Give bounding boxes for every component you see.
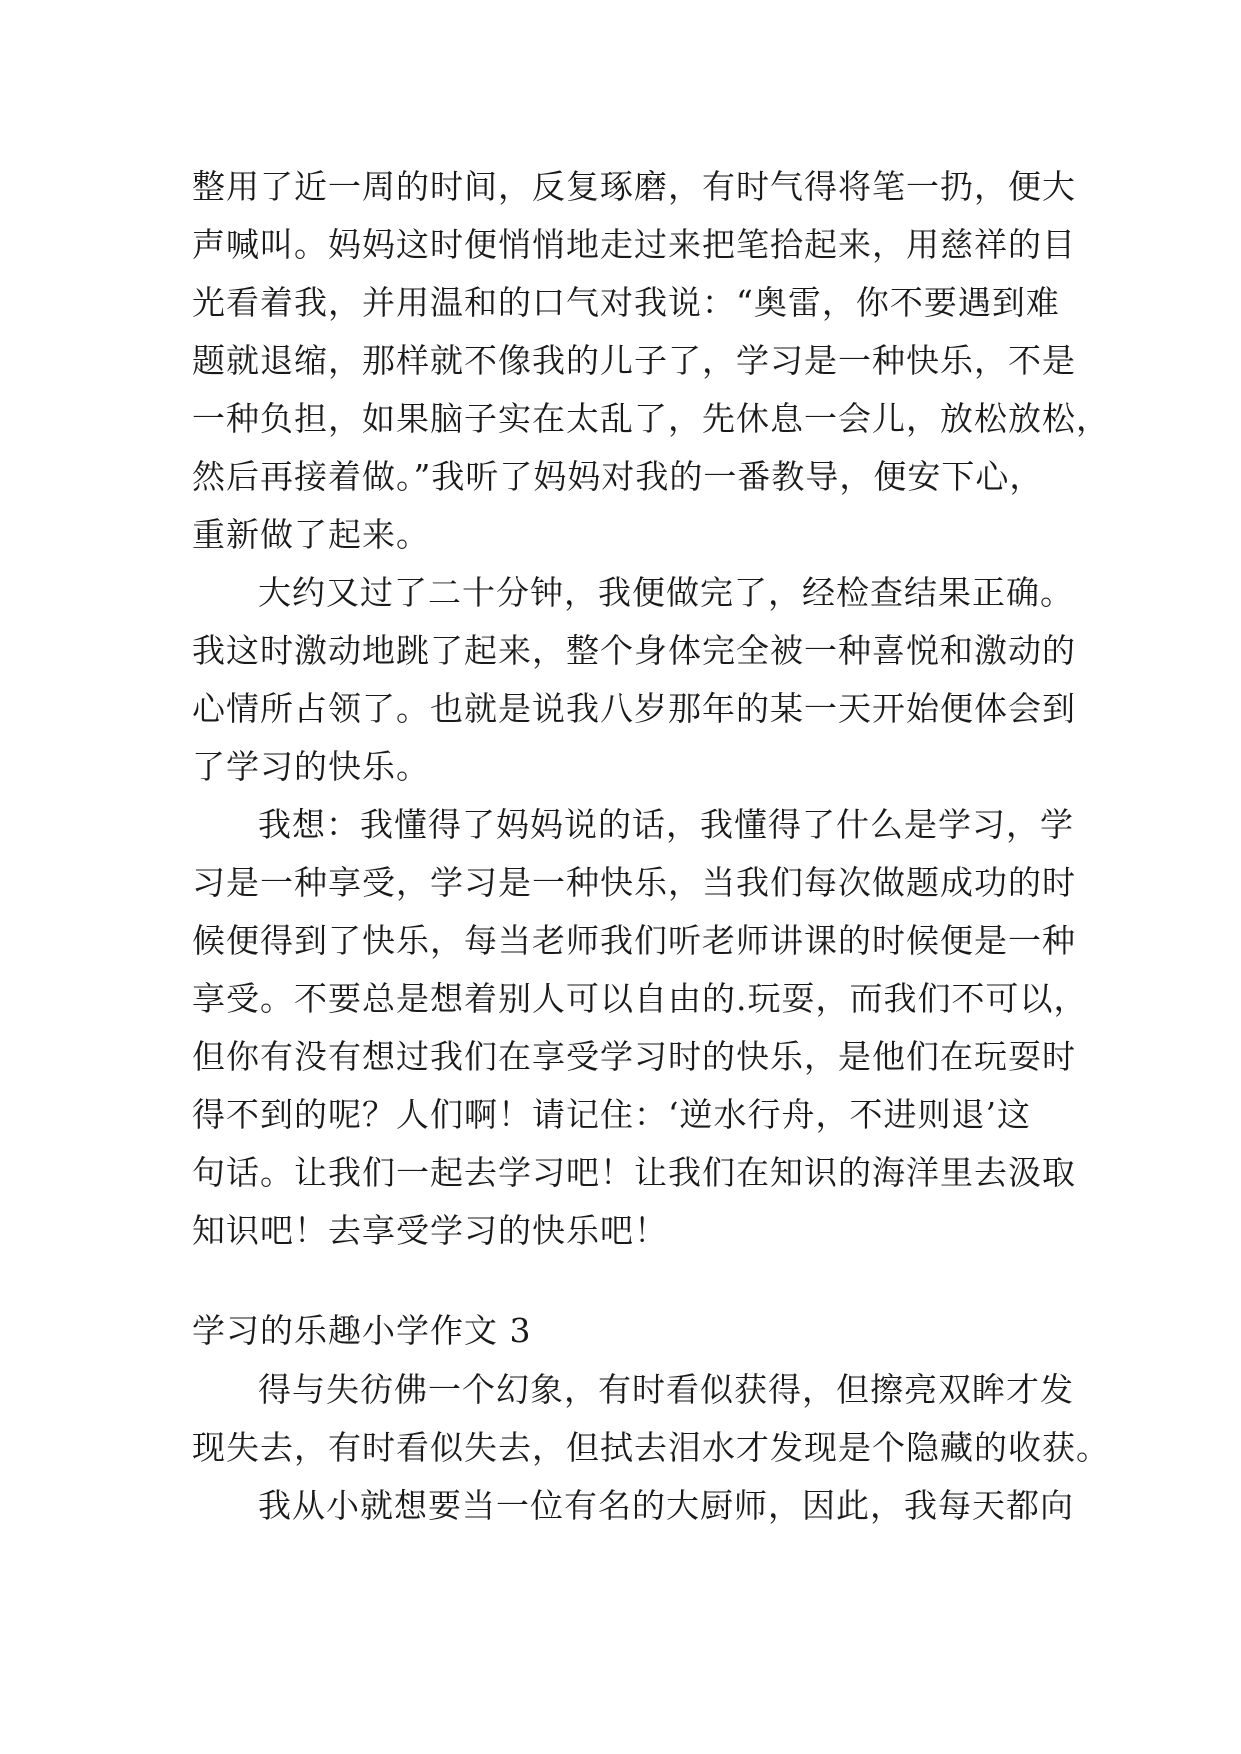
text-line: 享受。不要总是想着别人可以自由的.玩耍，而我们不可以， <box>192 979 1088 1018</box>
text-line: 重新做了起来。 <box>192 515 430 554</box>
text-line: 知识吧！去享受学习的快乐吧！ <box>192 1211 668 1250</box>
text-line: 一种负担，如果脑子实在太乱了，先休息一会儿，放松放松， <box>192 399 1110 438</box>
paragraph-start: 得与失彷佛一个幻象，有时看似获得，但擦亮双眸才发 <box>258 1370 1074 1409</box>
text-line: 了学习的快乐。 <box>192 747 430 786</box>
text-line: 声喊叫。妈妈这时便悄悄地走过来把笔拾起来，用慈祥的目 <box>192 225 1076 264</box>
text-line: 然后再接着做。”我听了妈妈对我的一番教导，便安下心， <box>192 457 1044 496</box>
text-line: 候便得到了快乐，每当老师我们听老师讲课的时候便是一种 <box>192 921 1076 960</box>
text-line: 我这时激动地跳了起来，整个身体完全被一种喜悦和激动的 <box>192 631 1076 670</box>
text-line: 句话。让我们一起去学习吧！让我们在知识的海洋里去汲取 <box>192 1153 1076 1192</box>
text-line: 心情所占领了。也就是说我八岁那年的某一天开始便体会到 <box>192 689 1076 728</box>
paragraph-start: 我想：我懂得了妈妈说的话，我懂得了什么是学习，学 <box>258 805 1074 844</box>
text-line: 现失去，有时看似失去，但拭去泪水才发现是个隐藏的收获。 <box>192 1428 1110 1467</box>
text-line: 整用了近一周的时间，反复琢磨，有时气得将笔一扔，便大 <box>192 167 1076 206</box>
paragraph-start: 大约又过了二十分钟，我便做完了，经检查结果正确。 <box>258 573 1074 612</box>
text-line: 题就退缩，那样就不像我的儿子了，学习是一种快乐，不是 <box>192 341 1076 380</box>
text-line: 习是一种享受，学习是一种快乐，当我们每次做题成功的时 <box>192 863 1076 902</box>
text-line: 光看着我，并用温和的口气对我说：“奥雷，你不要遇到难 <box>192 283 1060 322</box>
section-title: 学习的乐趣小学作文 3 <box>192 1311 532 1350</box>
text-line: 得不到的呢？人们啊！请记住：‘逆水行舟，不进则退’这 <box>192 1095 1031 1134</box>
text-line: 但你有没有想过我们在享受学习时的快乐，是他们在玩耍时 <box>192 1037 1076 1076</box>
paragraph-start: 我从小就想要当一位有名的大厨师，因此，我每天都向 <box>258 1486 1074 1525</box>
